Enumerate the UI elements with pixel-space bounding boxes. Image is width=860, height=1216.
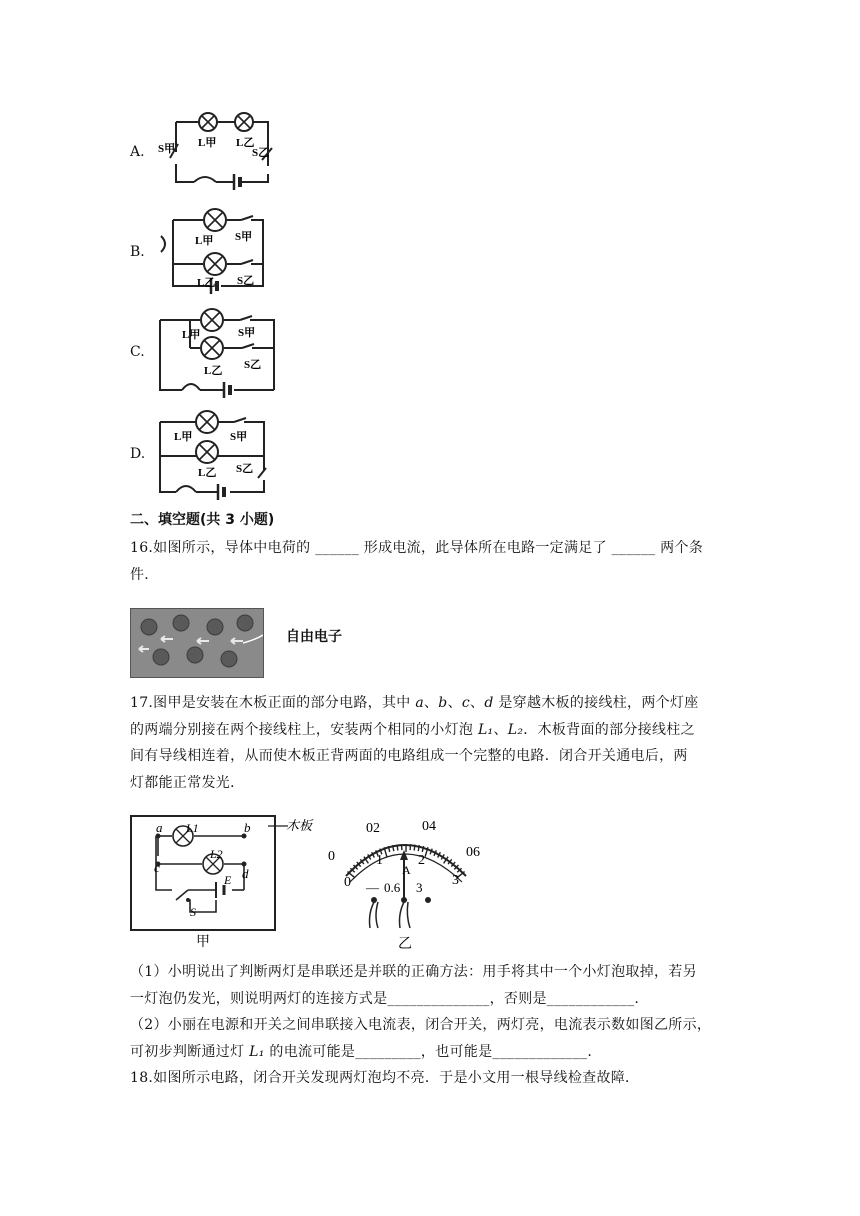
option-b-lamp1-label: L甲	[195, 235, 214, 247]
bottom-tick-2: 2	[418, 853, 425, 868]
figure-jia	[128, 812, 328, 950]
q17-sub1-line2: 一灯泡仍发光，则说明两灯的连接方式是______________，否则是____________.	[130, 990, 640, 1007]
option-c-switch2-label: S乙	[244, 359, 262, 371]
bottom-tick-1: 1	[376, 853, 383, 868]
option-d-circuit	[152, 408, 276, 502]
q17-sub1-line1: （1）小明说出了判断两灯是串联还是并联的正确方法：用手将其中一个小灯泡取掉，若另	[130, 964, 697, 980]
terminal-a: a	[156, 820, 163, 835]
question-17	[130, 690, 830, 796]
option-d-lamp1-label: L甲	[174, 431, 193, 443]
board-label: 木板	[286, 818, 313, 833]
option-d-switch1-label: S甲	[230, 431, 248, 443]
free-electron-caption: 自由电子	[286, 629, 342, 645]
scale-tick	[414, 845, 415, 851]
question-16	[130, 535, 830, 588]
figure-jia-label: 甲	[196, 935, 210, 950]
option-b-lamp2-label: L乙	[197, 277, 216, 289]
q16-line2: 件.	[130, 566, 150, 583]
bottom-tick-0: 0	[344, 875, 351, 890]
option-c-lamp2-label: L乙	[204, 365, 223, 377]
option-b-switch2-label: S乙	[237, 275, 255, 287]
option-a-lamp2-label: L乙	[236, 137, 255, 149]
lamp-l1-label: L1	[186, 821, 199, 835]
conductor-image	[130, 608, 264, 678]
lamp-l2-label: L2	[210, 847, 223, 861]
q17-line1: 17.图甲是安装在木板正面的部分电路，其中 a、b、c、d 是穿越木板的接线柱，两个灯座	[130, 695, 699, 711]
option-c-lamp1-label: L甲	[182, 329, 201, 341]
option-a-switch2-label: S乙	[252, 147, 270, 159]
terminal-3: 3	[416, 880, 423, 895]
option-b-label: B.	[130, 244, 145, 260]
option-b-switch1-label: S甲	[235, 231, 253, 243]
option-b-circuit	[155, 206, 275, 298]
q17-line2: 的两端分别接在两个接线柱上，安装两个相同的小灯泡 L₁、L₂．木板背面的部分接线柱之	[130, 721, 695, 738]
figure-yi-label: 乙	[398, 937, 412, 952]
figure-yi-ammeter	[320, 810, 496, 952]
top-tick-06: 06	[466, 845, 480, 860]
q18-line1: 18.如图所示电路，闭合开关发现两灯泡均不亮．于是小文用一根导线检查故障．	[130, 1070, 640, 1086]
option-a-switch1-label: S甲	[158, 143, 176, 155]
top-tick-0: 0	[328, 849, 335, 864]
scale-tick	[397, 845, 398, 851]
option-c-label: C.	[130, 344, 145, 360]
bottom-tick-3: 3	[452, 873, 459, 888]
top-tick-04: 04	[422, 819, 436, 834]
top-tick-02: 02	[366, 821, 380, 836]
q17-sub2-line1: （2）小丽在电源和开关之间串联接入电流表，闭合开关，两灯亮，电流表示数如图乙所示，	[130, 1017, 712, 1033]
option-c-switch1-label: S甲	[238, 327, 256, 339]
terminal-06: 0.6	[384, 880, 401, 895]
option-d-label: D.	[130, 446, 146, 462]
switch-s-label: S	[190, 905, 196, 919]
question-17-subparts	[130, 959, 830, 1065]
terminal-minus: —	[366, 880, 379, 895]
option-a-label: A.	[130, 144, 145, 160]
unit-a-label: A	[402, 863, 411, 877]
option-d-lamp2-label: L乙	[198, 467, 217, 479]
option-c-circuit	[152, 306, 280, 400]
question-18	[130, 1065, 830, 1092]
terminal-d: d	[242, 866, 249, 881]
q17-sub2-line2: 可初步判断通过灯 L₁ 的电流可能是_________，也可能是_____________.	[130, 1043, 593, 1060]
q16-line1: 16.如图所示，导体中电荷的 ______ 形成电流，此导体所在电路一定满足了 ______ 两个条	[130, 540, 704, 556]
section-heading: 二、填空题(共 3 小题)	[130, 512, 275, 528]
option-a-lamp1-label: L甲	[198, 137, 217, 149]
terminal-b: b	[244, 820, 251, 835]
option-a-circuit	[158, 104, 282, 190]
q17-line4: 灯都能正常发光．	[130, 774, 245, 791]
terminal-c: c	[154, 860, 160, 875]
source-e-label: E	[224, 873, 232, 887]
option-d-switch2-label: S乙	[236, 463, 254, 475]
q17-line3: 间有导线相连着，从而使木板正背两面的电路组成一个完整的电路．闭合开关通电后，两	[130, 748, 688, 764]
